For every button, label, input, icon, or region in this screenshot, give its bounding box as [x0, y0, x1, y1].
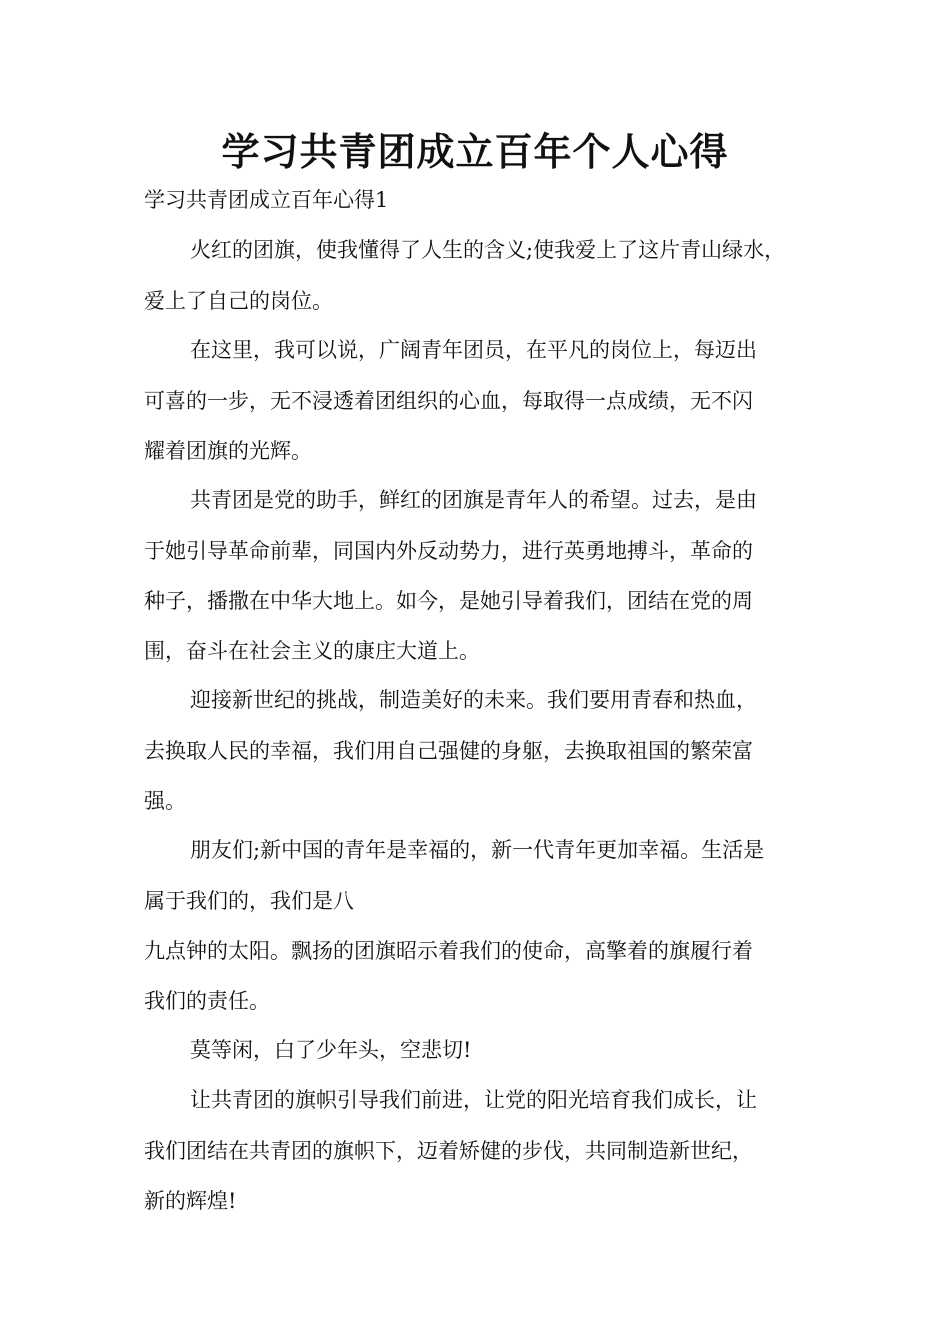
paragraph-line: 爱上了自己的岗位。	[144, 289, 333, 313]
paragraph-line: 我们的责任。	[144, 989, 270, 1013]
paragraph-line: 让共青团的旗帜引导我们前进，让党的阳光培育我们成长，让	[190, 1088, 757, 1112]
paragraph-line: 种子，播撒在中华大地上。如今，是她引导着我们，团结在党的周	[144, 589, 753, 613]
paragraph-line: 可喜的一步，无不浸透着团组织的心血，每取得一点成绩，无不闪	[144, 389, 753, 413]
paragraph-line: 属于我们的，我们是八	[144, 889, 354, 913]
paragraph-line: 新的辉煌!	[144, 1189, 237, 1213]
paragraph-line: 耀着团旗的光辉。	[144, 439, 312, 463]
paragraph-line: 围，奋斗在社会主义的康庄大道上。	[144, 639, 480, 663]
paragraph-line: 于她引导革命前辈，同国内外反动势力，进行英勇地搏斗，革命的	[144, 539, 753, 563]
paragraph-line: 火红的团旗，使我懂得了人生的含义;使我爱上了这片青山绿水，	[190, 238, 786, 262]
paragraph-line: 我们团结在共青团的旗帜下，迈着矫健的步伐，共同制造新世纪，	[144, 1139, 753, 1163]
paragraph-line: 在这里，我可以说，广阔青年团员，在平凡的岗位上，每迈出	[190, 338, 757, 362]
paragraph-line: 共青团是党的助手，鲜红的团旗是青年人的希望。过去，是由	[190, 488, 757, 512]
section-heading: 学习共青团成立百年心得1	[144, 188, 389, 212]
paragraph-line: 迎接新世纪的挑战，制造美好的未来。我们要用青春和热血，	[190, 688, 757, 712]
paragraph-line: 九点钟的太阳。飘扬的团旗昭示着我们的使命，高擎着的旗履行着	[144, 939, 753, 963]
document-title: 学习共青团成立百年个人心得	[221, 130, 729, 174]
paragraph-line: 朋友们;新中国的青年是幸福的，新一代青年更加幸福。生活是	[190, 838, 765, 862]
paragraph-line: 去换取人民的幸福，我们用自己强健的身躯，去换取祖国的繁荣富	[144, 739, 753, 763]
paragraph-line: 强。	[144, 789, 186, 813]
paragraph-line: 莫等闲，白了少年头，空悲切!	[190, 1038, 472, 1062]
